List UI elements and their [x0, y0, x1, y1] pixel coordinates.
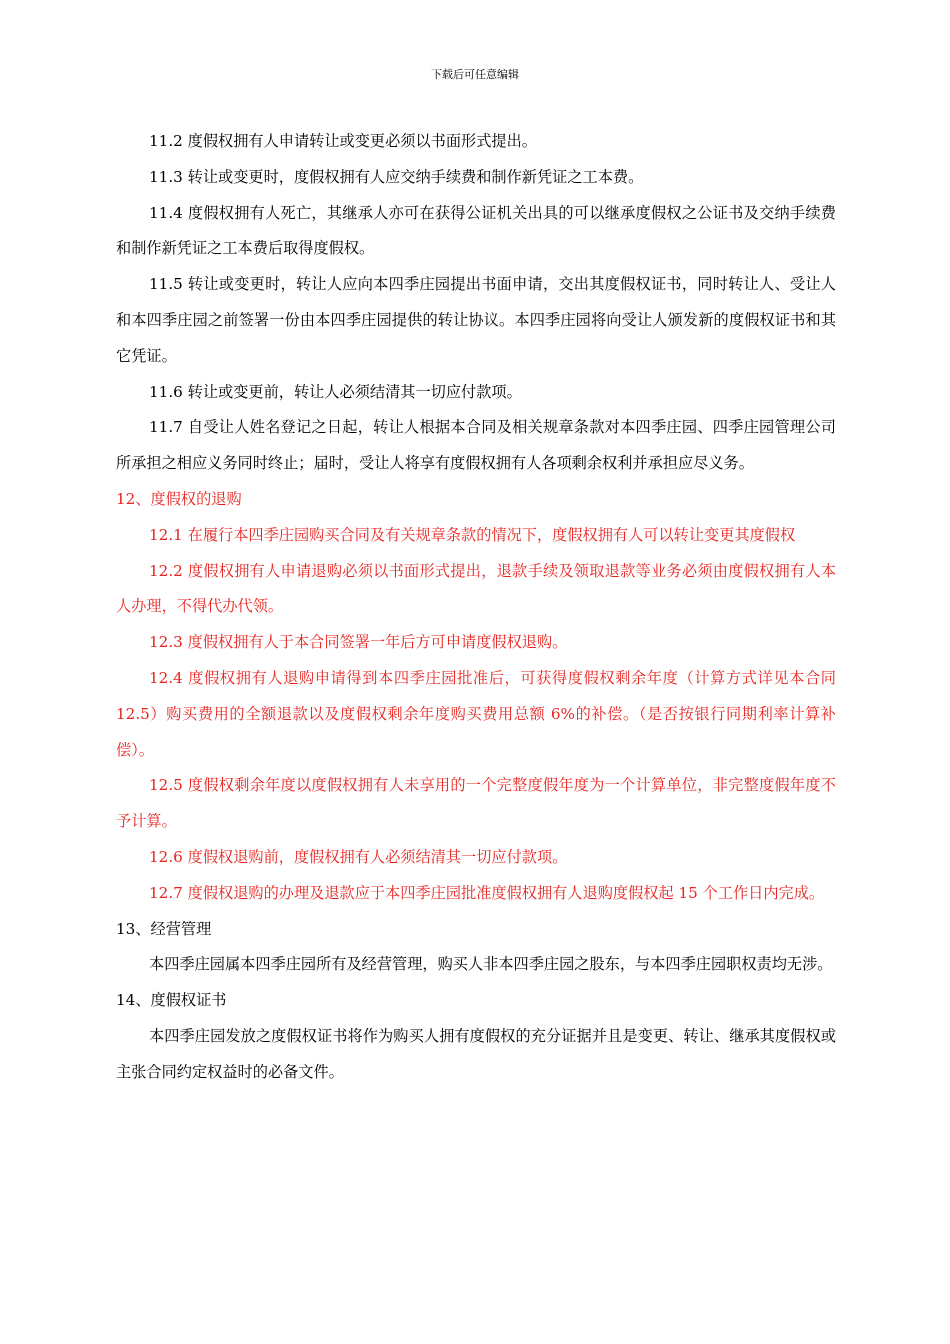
page-header: 下载后可任意编辑: [431, 68, 519, 81]
section-13-body: 本四季庄园属本四季庄园所有及经营管理，购买人非本四季庄园之股东，与本四季庄园职权责均无涉。: [149, 955, 833, 974]
clause-11-6: 11.6 转让或变更前，转让人必须结清其一切应付款项。: [149, 382, 522, 401]
clause-12-1: 12.1 在履行本四季庄园购买合同及有关规章条款的情况下，度假权拥有人可以转让变更其度假权: [149, 525, 796, 544]
clause-11-4: 11.4 度假权拥有人死亡，其继承人亦可在获得公证机关出具的可以继承度假权之公证书及交纳手续费和制作新凭证之工本费后取得度假权。: [116, 203, 836, 258]
clause-11-7: 11.7 自受让人姓名登记之日起，转让人根据本合同及相关规章条款对本四季庄园、四季庄园管理公司所承担之相应义务同时终止；届时，受让人将享有度假权拥有人各项剩余权利并承担应尽义务。: [116, 418, 836, 473]
section-14-body: 本四季庄园发放之度假权证书将作为购买人拥有度假权的充分证据并且是变更、转让、继承其度假权或主张合同约定权益时的必备文件。: [116, 1026, 836, 1081]
section-12-heading: 12、度假权的退购: [116, 489, 242, 508]
section-13-heading: 13、经营管理: [116, 919, 212, 938]
clause-12-7: 12.7 度假权退购的办理及退款应于本四季庄园批准度假权拥有人退购度假权起 15 个工作日内完成。: [149, 883, 825, 902]
clause-12-4: 12.4 度假权拥有人退购申请得到本四季庄园批准后，可获得度假权剩余年度（计算方式详见本合同 12.5）购买费用的全额退款以及度假权剩余年度购买费用总额 6%的补偿。（是否按银行同期利率计算补偿）。: [116, 668, 836, 759]
document-body: [116, 124, 836, 1091]
section-14-heading: 14、度假权证书: [116, 991, 227, 1010]
clause-12-2: 12.2 度假权拥有人申请退购必须以书面形式提出，退款手续及领取退款等业务必须由度假权拥有人本人办理，不得代办代领。: [116, 561, 836, 616]
clause-11-3: 11.3 转让或变更时，度假权拥有人应交纳手续费和制作新凭证之工本费。: [149, 167, 644, 186]
clause-12-5: 12.5 度假权剩余年度以度假权拥有人未享用的一个完整度假年度为一个计算单位，非完整度假年度不予计算。: [116, 776, 836, 831]
clause-12-3: 12.3 度假权拥有人于本合同签署一年后方可申请度假权退购。: [149, 633, 568, 652]
clause-12-6: 12.6 度假权退购前，度假权拥有人必须结清其一切应付款项。: [149, 847, 568, 866]
clause-11-5: 11.5 转让或变更时，转让人应向本四季庄园提出书面申请，交出其度假权证书，同时转让人、受让人和本四季庄园之前签署一份由本四季庄园提供的转让协议。本四季庄园将向受让人颁发新的度假权证书和其它凭证。: [116, 275, 836, 365]
clause-11-2: 11.2 度假权拥有人申请转让或变更必须以书面形式提出。: [149, 132, 537, 150]
